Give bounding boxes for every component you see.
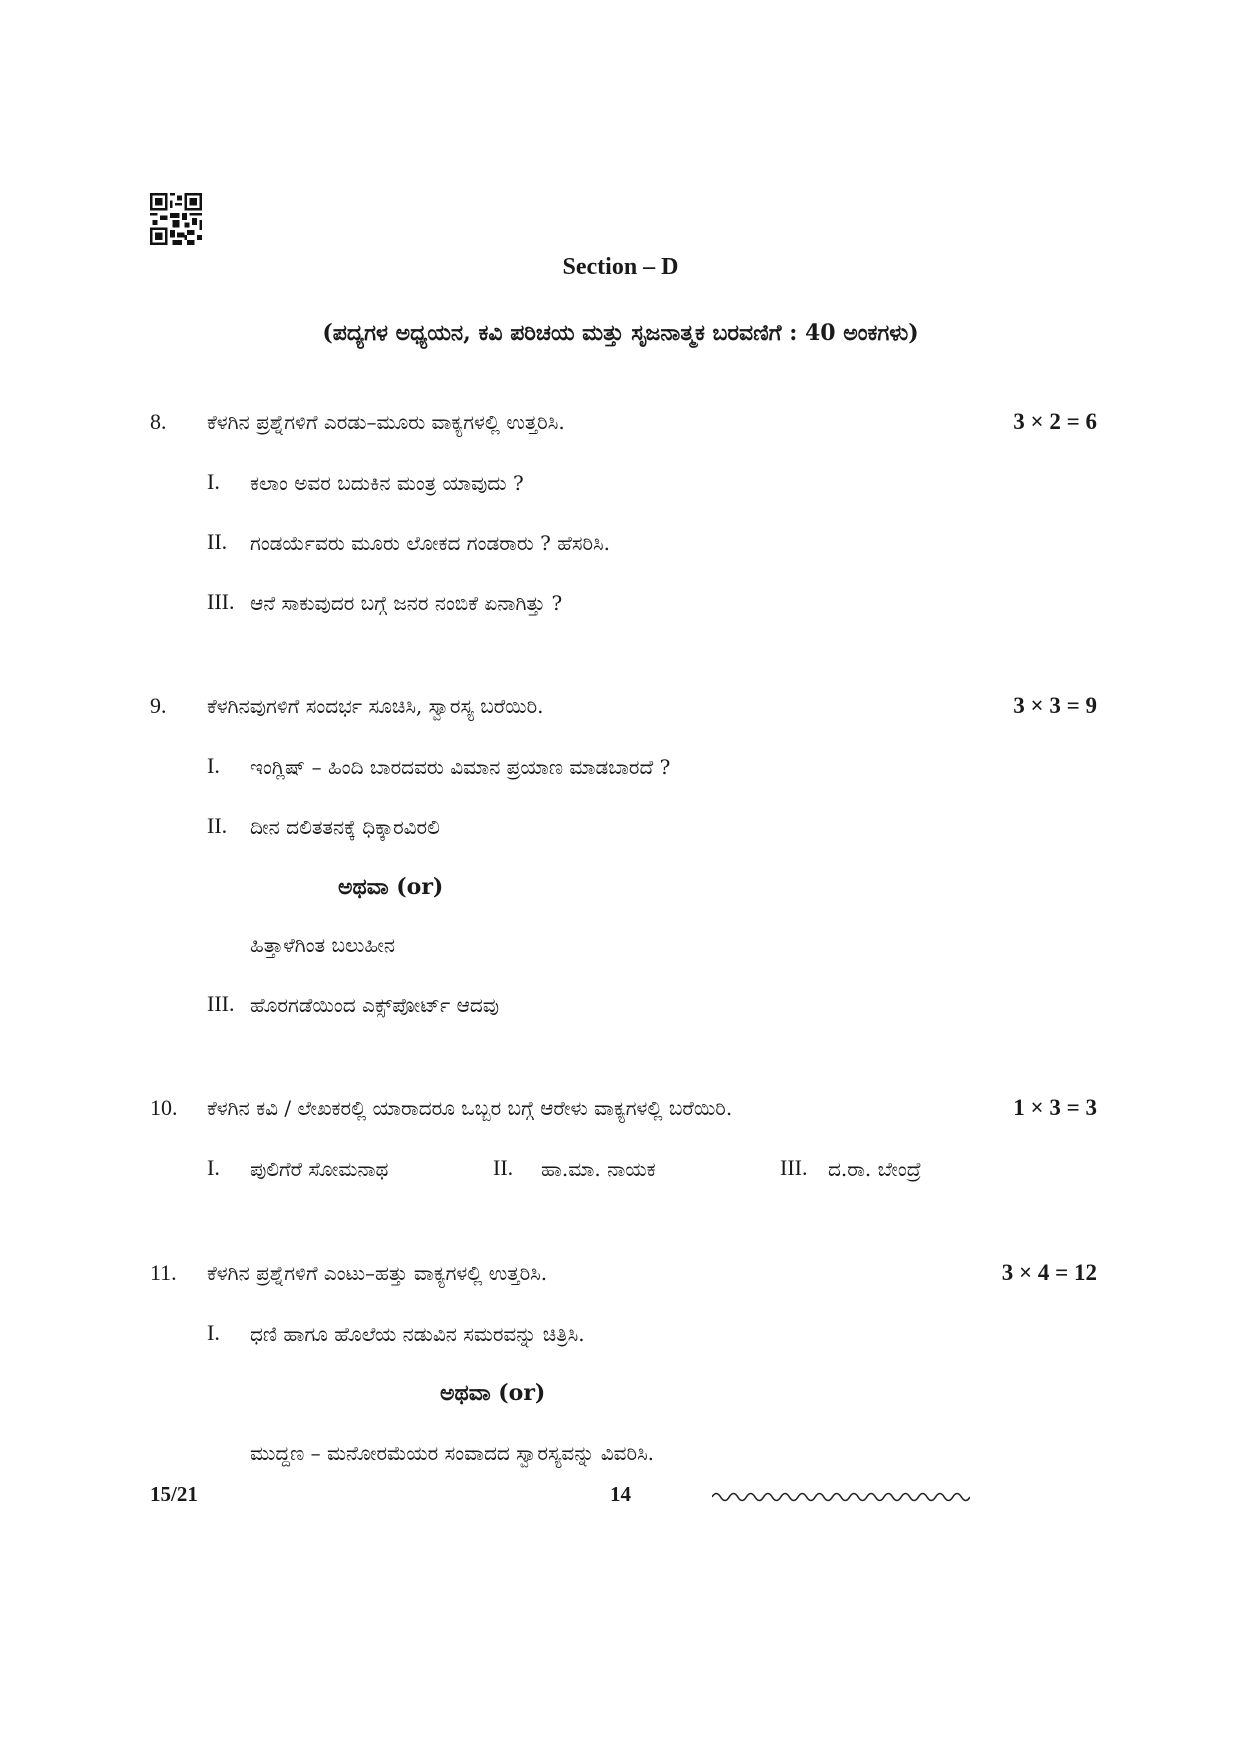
question-text: ಕೆಳಗಿನ ಪ್ರಶ್ನೆಗಳಿಗೆ ಎಂಟು–ಹತ್ತು ವಾಕ್ಯಗಳಲ್ಲಿ ಉತ್ತರಿಸಿ. [207,1261,548,1285]
item-label: I. [207,469,220,494]
or-separator: ಅಥವಾ (or) [338,874,444,900]
alternative-text: ಹಿತ್ತಾಳೆಗಿಂತ ಬಲುಹೀನ [250,933,395,957]
question-text: ಕೆಳಗಿನ ಪ್ರಶ್ನೆಗಳಿಗೆ ಎರಡು–ಮೂರು ವಾಕ್ಯಗಳಲ್ಲಿ ಉತ್ತರಿಸಿ. [207,410,565,434]
question-text: ಕೆಳಗಿನ ಕವಿ / ಲೇಖಕರಲ್ಲಿ ಯಾರಾದರೂ ಒಬ್ಬರ ಬಗ್ಗೆ ಆರೇಳು ವಾಕ್ಯಗಳಲ್ಲಿ ಬರೆಯಿರಿ. [207,1096,733,1120]
page-number: 14 [610,1482,631,1506]
item-label: II. [207,529,228,554]
item-text: ಗಂಡರ್ಯೆವರು ಮೂರು ಲೋಕದ ಗಂಡರಾರು ? ಹೆಸರಿಸಿ. [250,531,611,555]
or-separator: ಅಥವಾ (or) [440,1380,546,1406]
item-label: II. [207,813,228,838]
item-label: I. [207,1320,220,1345]
item-text: ಧಣಿ ಹಾಗೂ ಹೊಲೆಯ ನಡುವಿನ ಸಮರವನ್ನು ಚಿತ್ರಿಸಿ. [250,1322,585,1346]
item-text: ಹೊರಗಡೆಯಿಂದ ಎಕ್ಸ್‌ಪೋರ್ಟ್ ಆದವು [250,993,500,1017]
alternative-text: ಮುದ್ದಣ – ಮನೋರಮೆಯರ ಸಂವಾದದ ಸ್ವಾರಸ್ಯವನ್ನು ವಿವರಿಸಿ. [250,1441,655,1465]
item-text: ದೀನ ದಲಿತತನಕ್ಕೆ ಧಿಕ್ಕಾರವಿರಲಿ [250,815,440,839]
item-text: ಇಂಗ್ಲಿಷ್ – ಹಿಂದಿ ಬಾರದವರು ವಿಮಾನ ಪ್ರಯಾಣ ಮಾಡಬಾರದೆ ? [250,755,671,779]
question-number: 9. [150,693,167,718]
section-title: Section – D [562,254,679,280]
question-marks: 3 × 2 = 6 [1013,409,1097,434]
question-number: 10. [150,1095,178,1120]
question-marks: 1 × 3 = 3 [1013,1095,1097,1120]
option-label: III. [780,1155,808,1180]
item-label: III. [207,991,235,1016]
option-label: II. [493,1155,514,1180]
option-text: ದ.ರಾ. ಬೇಂದ್ರೆ [828,1157,922,1181]
item-text: ಕಲಾಂ ಅವರ ಬದುಕಿನ ಮಂತ್ರ ಯಾವುದು ? [250,471,524,495]
section-subtitle: (ಪದ್ಯಗಳ ಅಧ್ಯಯನ, ಕವಿ ಪರಿಚಯ ಮತ್ತು ಸೃಜನಾತ್ಮಕ ಬರವಣಿಗೆ : 40 ಅಂಕಗಳು) [322,320,919,346]
option-text: ಹಾ.ಮಾ. ನಾಯಕ [541,1157,656,1181]
item-label: III. [207,589,235,614]
qr-code-icon [150,193,202,245]
item-text: ಆನೆ ಸಾಕುವುದರ ಬಗ್ಗೆ ಜನರ ನಂಬಿಕೆ ಏನಾಗಿತ್ತು ? [250,591,563,615]
wavy-line-icon [712,1490,970,1504]
question-text: ಕೆಳಗಿನವುಗಳಿಗೆ ಸಂದರ್ಭ ಸೂಚಿಸಿ, ಸ್ವಾರಸ್ಯ ಬರೆಯಿರಿ. [207,694,544,718]
question-number: 11. [150,1260,177,1285]
question-marks: 3 × 4 = 12 [1001,1260,1097,1285]
question-number: 8. [150,409,167,434]
paper-code: 15/21 [150,1482,198,1506]
option-label: I. [207,1155,220,1180]
question-marks: 3 × 3 = 9 [1013,693,1097,718]
option-text: ಪುಲಿಗೆರೆ ಸೋಮನಾಥ [250,1157,389,1181]
item-label: I. [207,753,220,778]
